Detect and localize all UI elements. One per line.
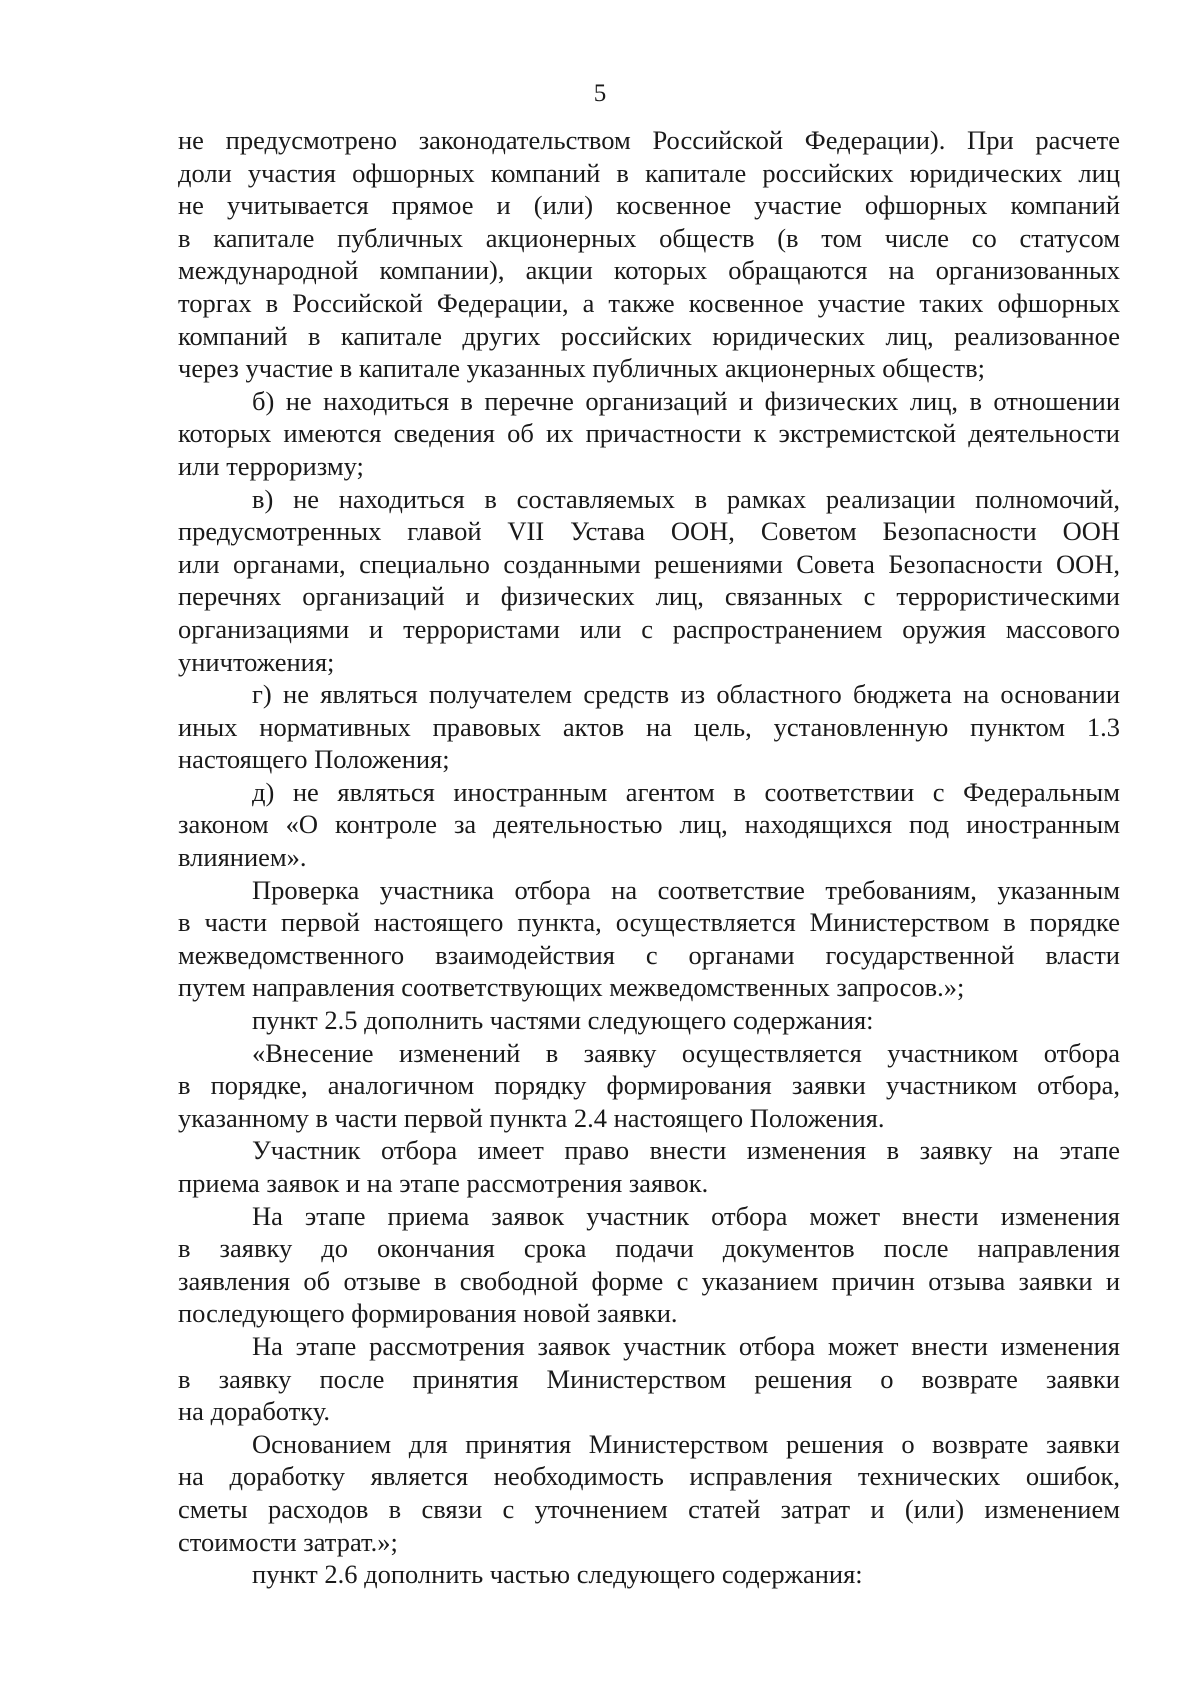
paragraph: [178, 678, 1120, 776]
text-line: уничтожения;: [178, 646, 335, 677]
text-line: На этапе приема заявок участник отбора может внести изменения: [252, 1200, 1120, 1231]
text-line: Проверка участника отбора на соответствие требованиям, указанным: [252, 874, 1120, 905]
paragraph: [178, 1134, 1120, 1199]
text-line: в части первой настоящего пункта, осуществляется Министерством в порядке: [178, 907, 1120, 938]
text-line: иных нормативных правовых актов на цель, установленную пунктом 1.3: [178, 711, 1120, 742]
text-line: на доработку является необходимость исправления технических ошибок,: [178, 1461, 1120, 1492]
text-line: в порядке, аналогичном порядку формирования заявки участником отбора,: [178, 1070, 1120, 1101]
paragraph: [178, 776, 1120, 874]
text-line: последующего формирования новой заявки.: [178, 1298, 678, 1329]
text-line: через участие в капитале указанных публичных акционерных обществ;: [178, 353, 986, 384]
text-line: или органами, специально созданными решениями Совета Безопасности ООН,: [178, 548, 1120, 579]
text-line: приема заявок и на этапе рассмотрения заявок.: [178, 1168, 709, 1198]
text-line: законом «О контроле за деятельностью лиц, находящихся под иностранным: [178, 809, 1120, 840]
text-line: в заявку до окончания срока подачи документов после направления: [178, 1233, 1120, 1264]
paragraph: [178, 1330, 1120, 1428]
text-line: настоящего Положения;: [178, 744, 450, 775]
text-line: Основанием для принятия Министерством решения о возврате заявки: [252, 1428, 1120, 1459]
text-line: пункт 2.5 дополнить частями следующего содержания:: [252, 1005, 874, 1036]
text-line: организациями и террористами или с распространением оружия массового: [178, 613, 1120, 644]
text-line: сметы расходов в связи с уточнением статей затрат и (или) изменением: [178, 1493, 1120, 1524]
text-line: не предусмотрено законодательством Российской Федерации). При расчете: [178, 125, 1120, 155]
text-line: доли участия офшорных компаний в капитале российских юридических лиц: [178, 157, 1120, 188]
text-line: указанному в части первой пункта 2.4 настоящего Положения.: [178, 1102, 885, 1133]
paragraph: [178, 1200, 1120, 1330]
paragraph: [178, 124, 1120, 385]
paragraph: [178, 385, 1120, 483]
text-line: г) не являться получателем средств из областного бюджета на основании: [252, 679, 1120, 710]
paragraph: [178, 1004, 1120, 1037]
text-line: «Внесение изменений в заявку осуществляется участником отбора: [252, 1037, 1120, 1068]
text-line: торгах в Российской Федерации, а также косвенное участие таких офшорных: [178, 287, 1120, 318]
text-line: в) не находиться в составляемых в рамках реализации полномочий,: [252, 483, 1120, 514]
text-line: д) не являться иностранным агентом в соответствии с Федеральным: [252, 776, 1120, 807]
text-line: перечнях организаций и физических лиц, связанных с террористическими: [178, 581, 1120, 612]
paragraph: [178, 483, 1120, 679]
text-line: которых имеются сведения об их причастности к экстремистской деятельности: [178, 418, 1120, 449]
text-line: б) не находиться в перечне организаций и физических лиц, в отношении: [252, 385, 1120, 416]
paragraph: [178, 874, 1120, 1004]
text-line: пункт 2.6 дополнить частью следующего содержания:: [252, 1559, 863, 1590]
text-line: на доработку.: [178, 1396, 330, 1427]
text-line: компаний в капитале других российских юридических лиц, реализованное: [178, 320, 1120, 351]
paragraph: [178, 1037, 1120, 1135]
text-line: влиянием».: [178, 842, 307, 873]
text-line: предусмотренных главой VII Устава ООН, Советом Безопасности ООН: [178, 516, 1120, 547]
text-line: межведомственного взаимодействия с органами государственной власти: [178, 939, 1120, 970]
page-number: 5: [593, 80, 607, 107]
text-line: международной компании), акции которых обращаются на организованных: [178, 255, 1120, 286]
text-line: стоимости затрат.»;: [178, 1526, 398, 1557]
text-line: путем направления соответствующих межведомственных запросов.»;: [178, 972, 965, 1003]
text-line: Участник отбора имеет право внести изменения в заявку на этапе: [252, 1135, 1120, 1166]
text-line: не учитывается прямое и (или) косвенное участие офшорных компаний: [178, 190, 1120, 221]
text-line: На этапе рассмотрения заявок участник отбора может внести изменения: [252, 1330, 1120, 1361]
paragraph: [178, 1428, 1120, 1558]
paragraph: [178, 1558, 1120, 1591]
text-line: заявления об отзыве в свободной форме с указанием причин отзыва заявки и: [178, 1265, 1120, 1296]
text-line: в заявку после принятия Министерством решения о возврате заявки: [178, 1363, 1120, 1394]
document-body: [178, 124, 1120, 1591]
text-line: или терроризму;: [178, 450, 364, 481]
text-line: в капитале публичных акционерных обществ (в том числе со статусом: [178, 222, 1120, 253]
